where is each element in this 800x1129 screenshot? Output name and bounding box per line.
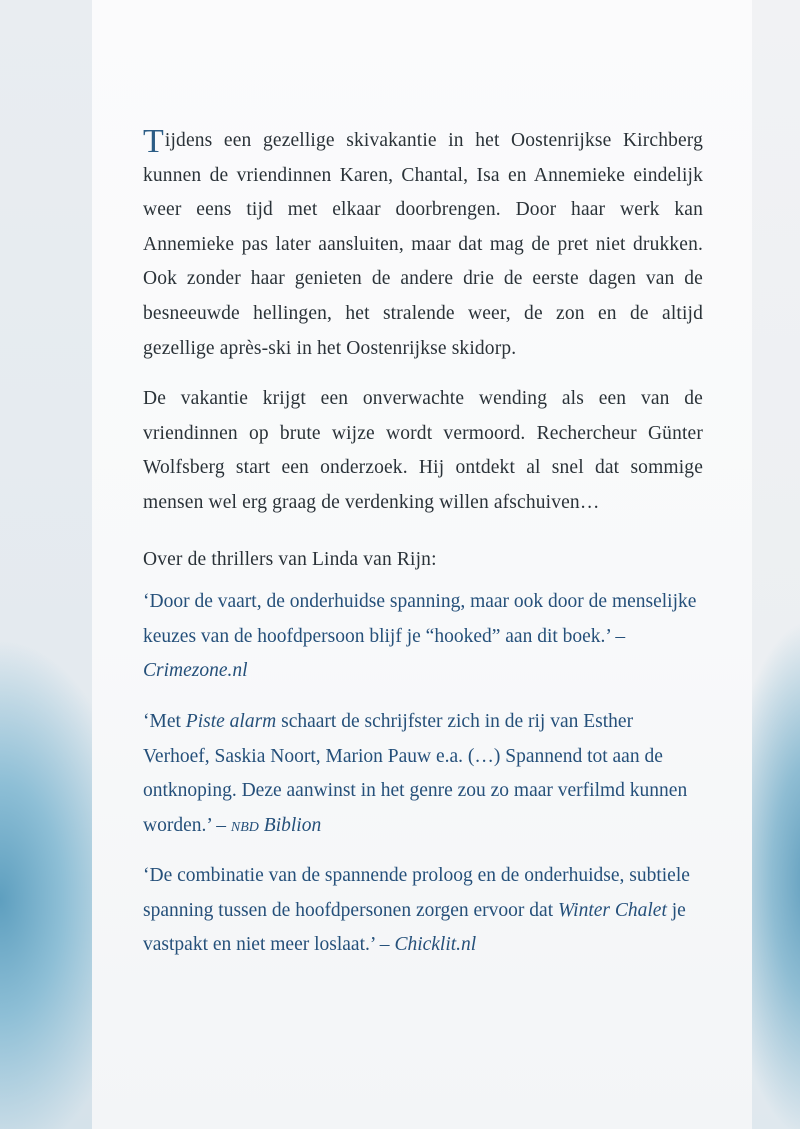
cover-background-left (0, 0, 92, 1129)
back-cover-text (143, 124, 703, 979)
blurb-paragraph-1-text: ijdens een gezellige skivakantie in het Oostenrijkse Kirchberg kunnen de vriendinnen Karen, Chantal, Isa en Annemieke eindelijk weer eens tijd met elkaar doorbrengen. Door haar werk kan Annemieke pas later aansluiten, maar dat mag de pret niet drukken. Ook zonder haar genieten de andere drie de eerste dagen van de besneeuwde hellingen, het stralende weer, de zon en de altijd gezellige après-ski in het Oostenrijkse skidorp. (143, 130, 703, 359)
review-quote-2-source: Biblion (263, 814, 322, 836)
blurb-paragraph-2: De vakantie krijgt een onverwachte wending als een van de vriendinnen op brute wijze wordt vermoord. Rechercheur Günter Wolfsberg start een onderzoek. Hij ontdekt al snel dat sommige mensen wel erg graag de verdenking willen afschuiven… (143, 388, 703, 513)
drop-cap: T (143, 123, 164, 160)
review-quote-3 (143, 859, 703, 963)
review-quote-3-source: Chicklit.nl (394, 934, 477, 956)
review-quote-1 (143, 585, 703, 689)
blurb-paragraph-1 (143, 124, 703, 366)
review-quote-2 (143, 705, 703, 843)
review-quote-2-title: Piste alarm (185, 710, 277, 732)
review-quote-1-source: Crimezone.nl (143, 660, 248, 682)
review-quote-3-title: Winter Chalet (558, 899, 667, 921)
review-quote-1-text: ‘Door de vaart, de onderhuidse spanning, maar ook door de menselijke keuzes van de hoofdpersoon blijf je “hooked” aan dit boek.’ – (143, 591, 697, 647)
review-quote-2-source-prefix: nbd (230, 814, 259, 836)
review-quote-2-text-post: schaart de schrijfster zich in de rij van Esther Verhoef, Saskia Noort, Marion Pauw e.a. (…) Spannend tot aan de ontknoping. Deze aanwinst in het genre zou zo maar verfilmd kunnen worden.’ – (143, 710, 688, 836)
reviews-intro: Over de thrillers van Linda van Rijn: (143, 548, 437, 570)
review-quote-3-text-post: je vastpakt en niet meer loslaat.’ – (143, 899, 686, 956)
review-quote-2-text-pre: ‘Met (143, 710, 186, 732)
review-quote-3-text-pre: ‘De combinatie van de spannende proloog en de onderhuidse, subtiele spanning tussen de hoofdpersonen zorgen ervoor dat (143, 865, 690, 921)
cover-background-right (752, 0, 800, 1129)
